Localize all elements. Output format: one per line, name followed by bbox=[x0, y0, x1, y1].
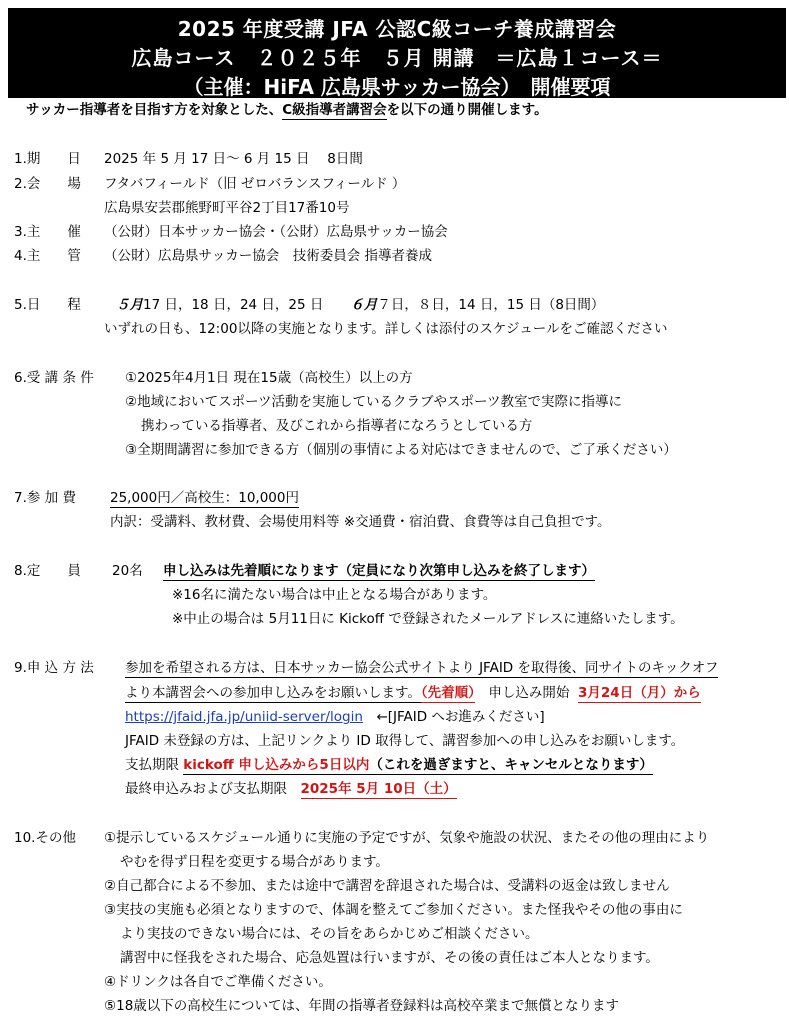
capacity-label: 8.定 員 bbox=[14, 563, 81, 579]
payment-label: 支払期限 bbox=[125, 757, 179, 773]
others-3c: 講習中に怪我をされた場合、応急処置は行いますが、その後の責任はご本人となります。 bbox=[120, 950, 659, 966]
others-1b: やむを得ず日程を変更する場合があります。 bbox=[120, 854, 389, 870]
schedule-june-days: ７日，８日，14 日，15 日（8日間） bbox=[377, 297, 605, 313]
title-line-3: （主催：HiFA 広島県サッカー協会） 開催要項 bbox=[183, 75, 611, 99]
period-label: 1.期 日 bbox=[14, 151, 81, 167]
condition-3: ③全期間講習に参加できる方（個別の事情による対応はできませんので、ご了承ください） bbox=[125, 442, 677, 458]
schedule-june: ６月 bbox=[350, 297, 378, 313]
payment-underlined bbox=[183, 757, 653, 775]
schedule-dates bbox=[116, 296, 604, 314]
final-date: 2025年 5月 10日（土） bbox=[300, 781, 457, 797]
fee-label: 7.参 加 費 bbox=[14, 490, 76, 506]
intro-text bbox=[26, 101, 548, 119]
organizer-label: 4.主 管 bbox=[14, 248, 81, 264]
others-3a: ③実技の実施も必須となりますので、体調を整えてご参加ください。また怪我やその他の事由に bbox=[104, 902, 683, 918]
final-label: 最終申込みおよび支払期限 bbox=[125, 781, 287, 797]
final-deadline-line bbox=[125, 780, 457, 798]
payment-deadline: kickoff 申し込みから5日以内 bbox=[183, 757, 370, 773]
payment-note: （これを過ぎますと、キャンセルとなります） bbox=[369, 757, 653, 773]
first-come-badge: （先着順） bbox=[420, 685, 475, 701]
fee-amount: 25,000円／高校生：10,000円 bbox=[110, 490, 299, 506]
others-label: 10.その他 bbox=[14, 830, 76, 846]
condition-2a: ②地域においてスポーツ活動を実施しているクラブやスポーツ教室で実際に指導に bbox=[125, 394, 623, 410]
url-note: ←[JFAID へお進みください] bbox=[376, 709, 545, 725]
venue-name: フタバフィールド（旧 ゼロバランスフィールド ） bbox=[104, 176, 406, 192]
capacity-number: 20名 bbox=[112, 563, 143, 579]
fee-value bbox=[110, 489, 299, 507]
jfaid-login-link[interactable]: https://jfaid.jfa.jp/uniid-server/login bbox=[125, 709, 363, 725]
intro-emphasis: C級指導者講習会 bbox=[282, 102, 387, 118]
application-url-line bbox=[125, 708, 545, 726]
period-value: 2025 年 5 月 17 日～ 6 月 15 日 8日間 bbox=[104, 151, 363, 167]
venue-label: 2.会 場 bbox=[14, 176, 81, 192]
condition-2b: 携わっている指導者、及びこれから指導者になろうとしている方 bbox=[141, 418, 533, 434]
application-label: 9.申 込 方 法 bbox=[14, 660, 94, 676]
others-1a: ①提示しているスケジュール通りに実施の予定ですが、気象や施設の状況、またその他の理由により bbox=[104, 830, 710, 846]
application-line-2-text: より本講習会への参加申し込みをお願いします。 bbox=[125, 685, 421, 701]
others-2: ②自己都合による不参加、または途中で講習を辞退された場合は、受講料の返金は致しません bbox=[104, 878, 670, 894]
capacity-rule-text: 申し込みは先着順になります（定員になり次第申し込みを終了します） bbox=[163, 563, 595, 579]
conditions-label: 6.受 講 条 件 bbox=[14, 370, 94, 386]
application-line-1 bbox=[125, 659, 718, 677]
schedule-note: いずれの日も、12:00以降の実施となります。詳しくは添付のスケジュールをご確認ください bbox=[104, 321, 668, 337]
capacity-note-1: ※16名に満たない場合は中止となる場合があります。 bbox=[172, 587, 497, 603]
condition-1: ①2025年4月1日 現在15歳（高校生）以上の方 bbox=[125, 370, 413, 386]
payment-line bbox=[125, 756, 653, 774]
host-value: （公財）日本サッカー協会・（公財）広島県サッカー協会 bbox=[104, 224, 448, 240]
application-line-4: JFAID 未登録の方は、上記リンクより ID 取得して、講習参加への申し込みをお願いします。 bbox=[125, 733, 685, 749]
schedule-may: ５月 bbox=[116, 297, 143, 313]
application-line-2 bbox=[125, 684, 701, 702]
intro-post: を以下の通り開催します。 bbox=[386, 102, 548, 118]
title-line-2: 広島コース ２０２５年 ５月 開講 ＝広島１コース＝ bbox=[131, 46, 663, 70]
title-line-1: 2025 年度受講 JFA 公認C級コーチ養成講習会 bbox=[177, 17, 617, 41]
others-3b: より実技のできない場合には、その旨をあらかじめご相談ください。 bbox=[120, 926, 539, 942]
application-line-1-text: 参加を希望される方は、日本サッカー協会公式サイトより JFAID を取得後、同サイトのキックオフ bbox=[125, 660, 719, 676]
schedule-may-days: 17 日，18 日，24 日，25 日 bbox=[143, 297, 324, 313]
start-label: 申し込み開始 bbox=[488, 685, 570, 701]
start-date: 3月24日（月）から bbox=[578, 685, 701, 701]
others-4: ④ドリンクは各自でご準備ください。 bbox=[104, 974, 332, 990]
host-label: 3.主 催 bbox=[14, 224, 81, 240]
title-banner bbox=[8, 8, 786, 98]
venue-address: 広島県安芸郡熊野町平谷2丁目17番10号 bbox=[104, 200, 350, 216]
intro-pre: サッカー指導者を目指す方を対象とした、 bbox=[26, 102, 283, 118]
organizer-value: （公財）広島県サッカー協会 技術委員会 指導者養成 bbox=[104, 248, 433, 264]
fee-detail: 内訳：受講料、教材費、会場使用料等 ※交通費・宿泊費、食費等は自己負担です。 bbox=[110, 514, 611, 530]
schedule-label: 5.日 程 bbox=[14, 297, 81, 313]
capacity-rule bbox=[163, 562, 595, 580]
capacity-note-2: ※中止の場合は 5月11日に Kickoff で登録されたメールアドレスに連絡いたします。 bbox=[172, 611, 684, 627]
others-5: ⑤18歳以下の高校生については、年間の指導者登録料は高校卒業まで無償となります bbox=[104, 998, 620, 1014]
